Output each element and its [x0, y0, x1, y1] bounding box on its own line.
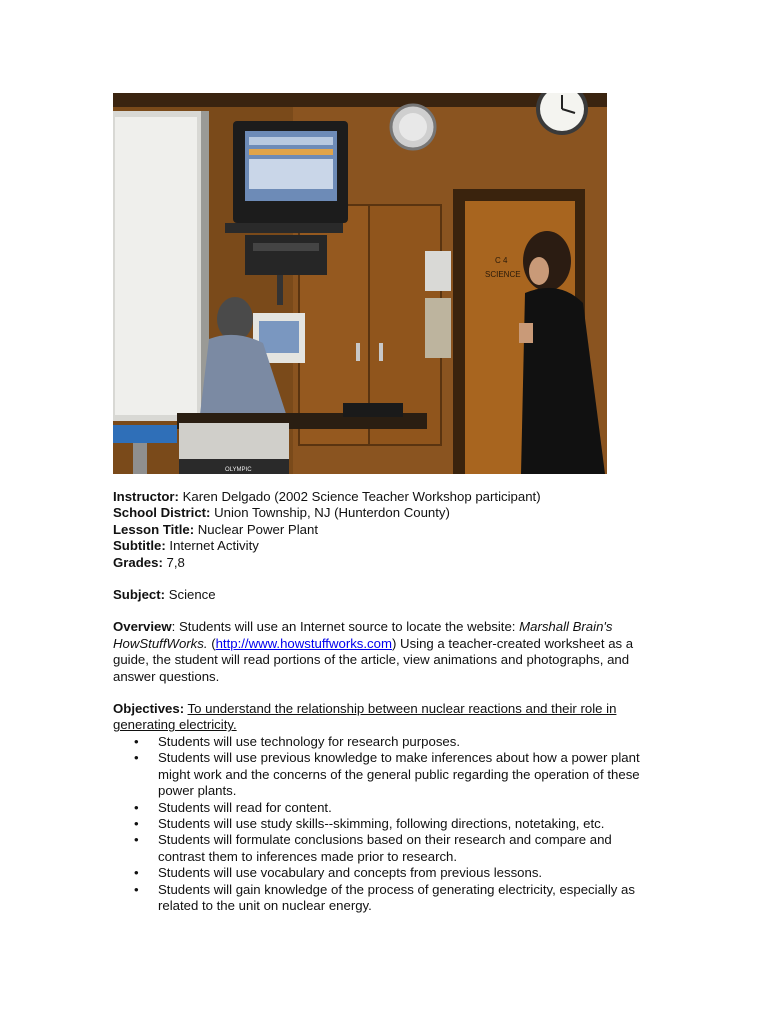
field-label: Lesson Title: — [113, 521, 195, 537]
howstuffworks-link[interactable]: http://www.howstuffworks.com — [215, 635, 392, 651]
objective-item — [113, 865, 658, 881]
classroom-photo — [113, 93, 607, 474]
objective-item — [113, 734, 658, 750]
objectives-heading — [113, 701, 658, 734]
bullet-icon: • — [134, 815, 139, 831]
overview-paren: ( — [207, 635, 216, 651]
field-label: School District: — [113, 505, 211, 521]
objective-text: Students will use technology for research purposes. — [158, 733, 461, 749]
cart-label: OLYMPIC — [225, 467, 252, 473]
objectives-list — [113, 734, 658, 914]
info-row — [113, 538, 658, 554]
bullet-icon: • — [134, 881, 139, 897]
bullet-icon: • — [134, 750, 139, 766]
site-name: Marshall Brain's HowStuffWorks. — [113, 619, 613, 651]
field-label: Subject: — [113, 587, 166, 603]
field-label: Grades: — [113, 554, 163, 570]
objective-item — [113, 882, 658, 915]
overview-paragraph — [113, 619, 658, 685]
field-label: Instructor: — [113, 489, 179, 504]
bullet-icon: • — [134, 865, 139, 881]
objective-text: Students will gain knowledge of the process of generating electricity, especially as related to the unit on nuclear energy. — [158, 881, 635, 913]
field-value: Karen Delgado (2002 Science Teacher Workshop participant) — [178, 489, 541, 504]
field-label: Subtitle: — [113, 538, 166, 554]
door-sign-room: C 4 — [495, 256, 508, 265]
objective-item — [113, 800, 658, 816]
objectives-label: Objectives: — [113, 701, 185, 717]
objective-text: Students will use study skills--skimming, following directions, notetaking, etc. — [158, 815, 605, 831]
info-row — [113, 489, 658, 505]
door-sign-science: SCIENCE — [485, 270, 521, 279]
objective-item — [113, 816, 658, 832]
objective-text: Students will formulate conclusions based on their research and compare and contrast them to inferences made prior to research. — [158, 832, 612, 864]
field-value: Internet Activity — [165, 538, 259, 554]
objective-item — [113, 832, 658, 865]
objective-item — [113, 750, 658, 799]
subject-row — [113, 587, 658, 603]
field-value: Science — [165, 587, 216, 603]
field-value: Nuclear Power Plant — [194, 521, 318, 537]
bullet-icon: • — [134, 733, 139, 749]
objective-text: Students will use vocabulary and concepts from previous lessons. — [158, 865, 543, 881]
info-row — [113, 555, 658, 571]
bullet-icon: • — [134, 799, 139, 815]
objective-text: Students will use previous knowledge to make inferences about how a power plant might work and the concerns of the general public regarding the operation of these power plants. — [158, 750, 640, 799]
objectives-goal: To understand the relationship between nuclear reactions and their role in generating electricity. — [113, 701, 617, 733]
info-row — [113, 505, 658, 521]
field-value: 7,8 — [162, 554, 185, 570]
overview-text-continued: ) Using a teacher-created worksheet as a guide, the student will read portions of the article, view animations and photographs, and answer questions. — [113, 635, 634, 684]
overview-label: Overview — [113, 619, 172, 635]
bullet-icon: • — [134, 832, 139, 848]
info-row — [113, 522, 658, 538]
objective-text: Students will read for content. — [158, 799, 332, 815]
overview-text: : Students will use an Internet source to locate the website: — [171, 619, 520, 635]
field-value: Union Township, NJ (Hunterdon County) — [210, 505, 450, 521]
lesson-text — [113, 489, 658, 914]
